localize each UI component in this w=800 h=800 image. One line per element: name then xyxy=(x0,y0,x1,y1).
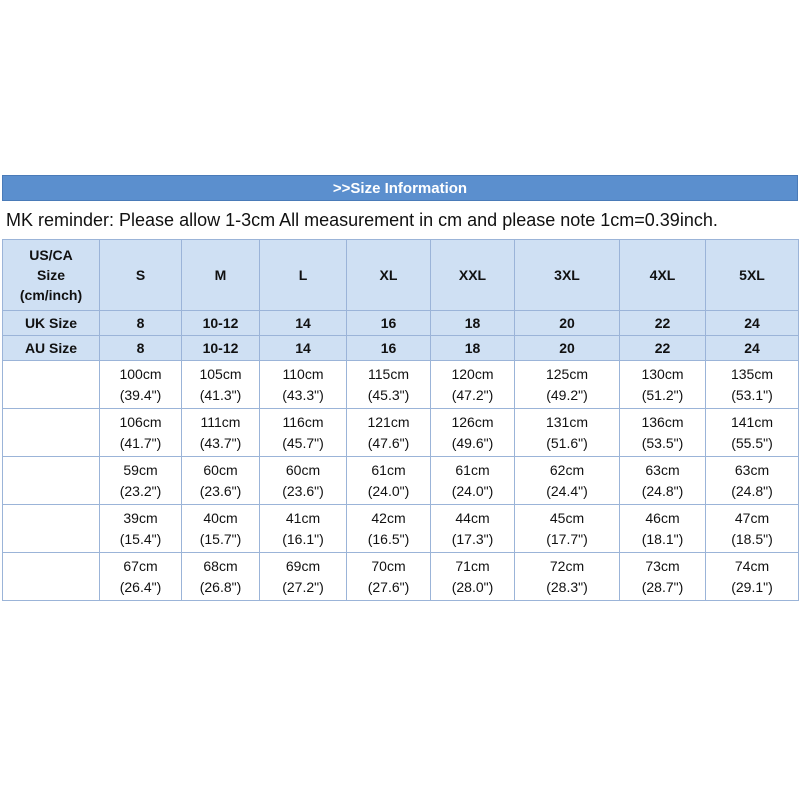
cm-value: 40cm xyxy=(203,509,238,526)
cm-value: 116cm xyxy=(282,413,324,430)
measurement-label: Sleeve Length xyxy=(3,457,100,505)
inch-value: (47.2") xyxy=(451,386,494,403)
size-header-row xyxy=(3,240,799,311)
cm-value: 131cm xyxy=(545,413,589,430)
cm-value: 111cm xyxy=(200,413,241,430)
cm-value: 136cm xyxy=(641,413,684,430)
cm-value: 100cm xyxy=(119,365,162,382)
inch-value: (23.6") xyxy=(199,482,242,499)
inch-value: (43.7") xyxy=(199,434,242,451)
inch-value: (23.6") xyxy=(282,482,324,499)
cm-value: 72cm xyxy=(549,557,585,574)
inch-value: (24.4") xyxy=(546,482,588,499)
cm-value: 110cm xyxy=(282,365,324,382)
cm-value: 59cm xyxy=(123,461,158,478)
inch-value: (17.3") xyxy=(451,530,494,547)
au-size-label: AU Size xyxy=(3,336,100,361)
inch-value: (16.5") xyxy=(367,530,410,547)
cm-value: 71cm xyxy=(455,557,490,574)
measurement-cell xyxy=(706,457,799,505)
measurement-cell xyxy=(347,457,431,505)
size-col-header: 4XL xyxy=(620,240,706,311)
measurement-cell xyxy=(347,505,431,553)
measurement-cell xyxy=(620,409,706,457)
uk-size-row xyxy=(3,311,799,336)
measurement-cell xyxy=(260,505,347,553)
inch-value: (49.2") xyxy=(546,386,588,403)
inch-value: (24.0") xyxy=(451,482,494,499)
inch-value: (29.1") xyxy=(731,578,773,595)
measurement-cell xyxy=(100,505,182,553)
au-size-cell: 22 xyxy=(620,336,706,361)
measurement-label: Back Length xyxy=(3,553,100,601)
au-size-cell: 24 xyxy=(706,336,799,361)
cm-value: 68cm xyxy=(203,557,238,574)
measurement-cell xyxy=(100,457,182,505)
uk-size-cell: 10-12 xyxy=(182,311,260,336)
au-size-cell: 18 xyxy=(431,336,515,361)
measurement-label: Waist xyxy=(3,409,100,457)
cm-value: 61cm xyxy=(455,461,490,478)
cm-value: 121cm xyxy=(367,413,410,430)
cm-value: 63cm xyxy=(645,461,680,478)
uk-size-cell: 20 xyxy=(515,311,620,336)
measurement-cell xyxy=(620,553,706,601)
cm-value: 47cm xyxy=(734,509,770,526)
inch-value: (55.5") xyxy=(731,434,773,451)
measurement-cell xyxy=(182,457,260,505)
cm-value: 130cm xyxy=(641,365,684,382)
inch-value: (51.2") xyxy=(641,386,684,403)
measurement-row xyxy=(3,553,799,601)
cm-value: 120cm xyxy=(451,365,494,382)
measurement-cell xyxy=(260,409,347,457)
inch-value: (27.6") xyxy=(367,578,410,595)
measurement-cell xyxy=(620,361,706,409)
cm-value: 42cm xyxy=(371,509,406,526)
measurement-cell xyxy=(182,505,260,553)
cm-value: 115cm xyxy=(368,365,409,382)
uk-size-cell: 8 xyxy=(100,311,182,336)
inch-value: (45.7") xyxy=(282,434,324,451)
uk-size-cell: 18 xyxy=(431,311,515,336)
measurement-cell xyxy=(620,505,706,553)
measurement-label: Bust xyxy=(3,361,100,409)
au-size-cell: 14 xyxy=(260,336,347,361)
inch-value: (28.3") xyxy=(546,578,588,595)
uk-size-cell: 14 xyxy=(260,311,347,336)
inch-value: (24.8") xyxy=(731,482,773,499)
cm-value: 125cm xyxy=(545,365,589,382)
size-col-header: 5XL xyxy=(706,240,799,311)
measurement-row xyxy=(3,361,799,409)
inch-value: (53.5") xyxy=(641,434,684,451)
inch-value: (24.8") xyxy=(641,482,684,499)
au-size-cell: 16 xyxy=(347,336,431,361)
inch-value: (49.6") xyxy=(451,434,494,451)
uk-size-cell: 22 xyxy=(620,311,706,336)
cm-value: 62cm xyxy=(549,461,585,478)
inch-value: (26.4") xyxy=(119,578,162,595)
inch-value: (17.7") xyxy=(546,530,588,547)
cm-value: 74cm xyxy=(734,557,770,574)
cm-value: 105cm xyxy=(199,365,242,382)
inch-value: (18.1") xyxy=(641,530,684,547)
cm-value: 60cm xyxy=(203,461,238,478)
cm-value: 63cm xyxy=(734,461,770,478)
measurement-row xyxy=(3,505,799,553)
inch-value: (39.4") xyxy=(119,386,162,403)
measurement-cell xyxy=(431,505,515,553)
cm-value: 69cm xyxy=(285,557,321,574)
measurement-cell xyxy=(182,553,260,601)
measurement-cell xyxy=(706,361,799,409)
cm-value: 141cm xyxy=(730,413,774,430)
inch-value: (51.6") xyxy=(546,434,588,451)
measurement-cell xyxy=(515,553,620,601)
measurement-cell xyxy=(260,457,347,505)
measurement-cell xyxy=(100,409,182,457)
size-col-header: L xyxy=(260,240,347,311)
inch-value: (18.5") xyxy=(731,530,773,547)
cm-value: 73cm xyxy=(645,557,680,574)
inch-value: (47.6") xyxy=(367,434,410,451)
size-header-label: US/CA Size (cm/inch) xyxy=(3,240,100,311)
measurement-cell xyxy=(347,553,431,601)
cm-value: 45cm xyxy=(549,509,585,526)
measurement-row xyxy=(3,409,799,457)
measurement-row xyxy=(3,457,799,505)
measurement-cell xyxy=(347,361,431,409)
cm-value: 39cm xyxy=(123,509,158,526)
inch-value: (28.0") xyxy=(451,578,494,595)
cm-value: 126cm xyxy=(451,413,494,430)
inch-value: (15.4") xyxy=(119,530,162,547)
cm-value: 44cm xyxy=(455,509,490,526)
size-col-header: S xyxy=(100,240,182,311)
inch-value: (43.3") xyxy=(282,386,324,403)
measurement-cell xyxy=(515,457,620,505)
measurement-cell xyxy=(100,553,182,601)
cm-value: 67cm xyxy=(123,557,158,574)
inch-value: (53.1") xyxy=(731,386,773,403)
cm-value: 46cm xyxy=(645,509,680,526)
cm-value: 70cm xyxy=(371,557,406,574)
inch-value: (16.1") xyxy=(282,530,324,547)
au-size-cell: 20 xyxy=(515,336,620,361)
cm-value: 60cm xyxy=(285,461,321,478)
size-table xyxy=(2,239,799,601)
measurement-reminder: MK reminder: Please allow 1-3cm All measurement in cm and please note 1cm=0.39inch. xyxy=(6,210,718,230)
measurement-cell xyxy=(515,409,620,457)
inch-value: (26.8") xyxy=(199,578,242,595)
cm-value: 61cm xyxy=(371,461,406,478)
inch-value: (15.7") xyxy=(199,530,242,547)
inch-value: (28.7") xyxy=(641,578,684,595)
uk-size-cell: 16 xyxy=(347,311,431,336)
size-col-header: M xyxy=(182,240,260,311)
inch-value: (41.7") xyxy=(119,434,162,451)
cm-value: 106cm xyxy=(119,413,162,430)
inch-value: (41.3") xyxy=(199,386,242,403)
measurement-cell xyxy=(100,361,182,409)
measurement-cell xyxy=(260,553,347,601)
uk-size-label: UK Size xyxy=(3,311,100,336)
measurement-cell xyxy=(260,361,347,409)
size-info-title: >>Size Information xyxy=(2,175,798,201)
measurement-label: Shoulder xyxy=(3,505,100,553)
measurement-cell xyxy=(182,361,260,409)
measurement-cell xyxy=(182,409,260,457)
inch-value: (45.3") xyxy=(367,386,410,403)
measurement-cell xyxy=(515,505,620,553)
cm-value: 135cm xyxy=(730,365,774,382)
measurement-cell xyxy=(431,553,515,601)
measurement-cell xyxy=(431,409,515,457)
measurement-cell xyxy=(431,361,515,409)
measurement-cell xyxy=(347,409,431,457)
cm-value: 41cm xyxy=(285,509,321,526)
size-chart xyxy=(2,175,798,601)
inch-value: (27.2") xyxy=(282,578,324,595)
size-col-header: XL xyxy=(347,240,431,311)
au-size-cell: 8 xyxy=(100,336,182,361)
uk-size-cell: 24 xyxy=(706,311,799,336)
size-col-header: 3XL xyxy=(515,240,620,311)
measurement-cell xyxy=(515,361,620,409)
measurement-cell xyxy=(620,457,706,505)
au-size-row xyxy=(3,336,799,361)
measurement-cell xyxy=(431,457,515,505)
au-size-cell: 10-12 xyxy=(182,336,260,361)
inch-value: (24.0") xyxy=(367,482,410,499)
measurement-cell xyxy=(706,553,799,601)
measurement-cell xyxy=(706,505,799,553)
inch-value: (23.2") xyxy=(119,482,162,499)
size-col-header: XXL xyxy=(431,240,515,311)
measurement-cell xyxy=(706,409,799,457)
